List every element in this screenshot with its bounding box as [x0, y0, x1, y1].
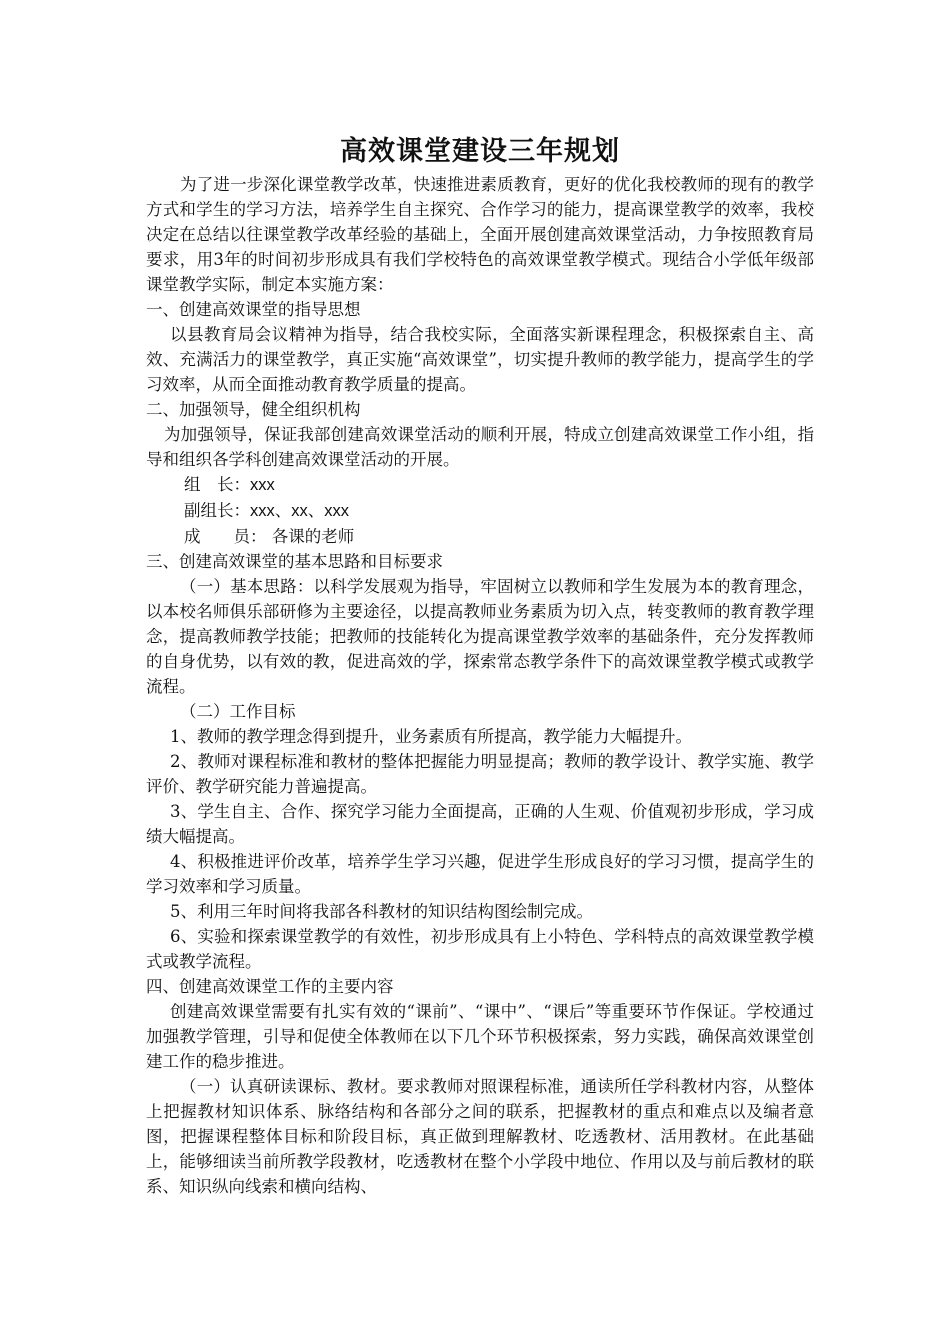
document-page — [146, 132, 814, 1199]
section-1-body: 以县教育局会议精神为指导，结合我校实际，全面落实新课程理念，积极探索自主、高效、充满活力的课堂教学，真正实施“高效课堂”，切实提升教师的教学能力，提高学生的学习效率，从而全面推动教育教学质量的提高。 — [146, 325, 814, 394]
member-label: 组 长： — [184, 475, 250, 494]
section-4-body: 创建高效课堂需要有扎实有效的“课前”、“课中”、“课后”等重要环节作保证。学校通过加强教学管理，引导和促使全体教师在以下几个环节积极探索，努力实践，确保高效课堂创建工作的稳步推进。 — [146, 1002, 814, 1071]
member-label: 副组长： — [184, 501, 250, 520]
intro-paragraph: 为了进一步深化课堂教学改革，快速推进素质教育，更好的优化我校教师的现有的教学方式和学生的学习方法，培养学生自主探究、合作学习的能力，提高课堂教学的效率，我校决定在总结以往课堂教学改革经验的基础上，全面开展创建高效课堂活动，力争按照教育局要求，用3年的时间初步形成具有我们学校特色的高效课堂教学模式。现结合小学低年级部课堂教学实际，制定本实施方案： — [146, 175, 814, 294]
section-2-heading: 二、加强领导，健全组织机构 — [146, 400, 361, 419]
goal-item: 3、学生自主、合作、探究学习能力全面提高，正确的人生观、价值观初步形成，学习成绩大幅提高。 — [146, 802, 814, 846]
member-label: 成 员： — [184, 527, 267, 546]
member-leader — [146, 472, 814, 498]
member-value: 各课的老师 — [271, 527, 355, 546]
member-value: xxx — [250, 476, 275, 494]
section-2-body: 为加强领导，保证我部创建高效课堂活动的顺利开展，特成立创建高效课堂工作小组，指导和组织各学科创建高效课堂活动的开展。 — [146, 425, 814, 469]
goal-item: 2、教师对课程标准和教材的整体把握能力明显提高；教师的教学设计、教学实施、教学评价、教学研究能力普遍提高。 — [146, 752, 814, 796]
goal-item: 6、实验和探索课堂教学的有效性，初步形成具有上小特色、学科特点的高效课堂教学模式或教学流程。 — [146, 927, 814, 971]
goal-item: 5、利用三年时间将我部各科教材的知识结构图绘制完成。 — [170, 902, 593, 921]
member-deputy — [146, 498, 814, 524]
section-1-heading: 一、创建高效课堂的指导思想 — [146, 300, 361, 319]
member-value: xxx、xx、xxx — [250, 502, 349, 520]
goal-item: 1、教师的教学理念得到提升，业务素质有所提高，教学能力大幅提升。 — [170, 727, 692, 746]
section-3-heading: 三、创建高效课堂的基本思路和目标要求 — [146, 552, 443, 571]
section-4-heading: 四、创建高效课堂工作的主要内容 — [146, 977, 394, 996]
section-3-basic: （一）基本思路：以科学发展观为指导，牢固树立以教师和学生发展为本的教育理念，以本校名师俱乐部研修为主要途径，以提高教师业务素质为切入点，转变教师的教育教学理念，提高教师教学技能；把教师的技能转化为提高课堂教学效率的基础条件，充分发挥教师的自身优势，以有效的教，促进高效的学，探索常态教学条件下的高效课堂教学模式或教学流程。 — [146, 577, 814, 696]
section-4-item-1: （一）认真研读课标、教材。要求教师对照课程标准，通读所任学科教材内容，从整体上把握教材知识体系、脉络结构和各部分之间的联系，把握教材的重点和难点以及编者意图，把握课程整体目标和阶段目标，真正做到理解教材、吃透教材、活用教材。在此基础上，能够细读当前所教学段教材，吃透教材在整个小学段中地位、作用以及与前后教材的联系、知识纵向线索和横向结构、 — [146, 1077, 814, 1196]
goal-item: 4、积极推进评价改革，培养学生学习兴趣，促进学生形成良好的学习习惯，提高学生的学习效率和学习质量。 — [146, 852, 814, 896]
section-3-goals-heading: （二）工作目标 — [180, 702, 296, 721]
member-staff — [146, 524, 814, 549]
document-title: 高效课堂建设三年规划 — [340, 136, 620, 167]
